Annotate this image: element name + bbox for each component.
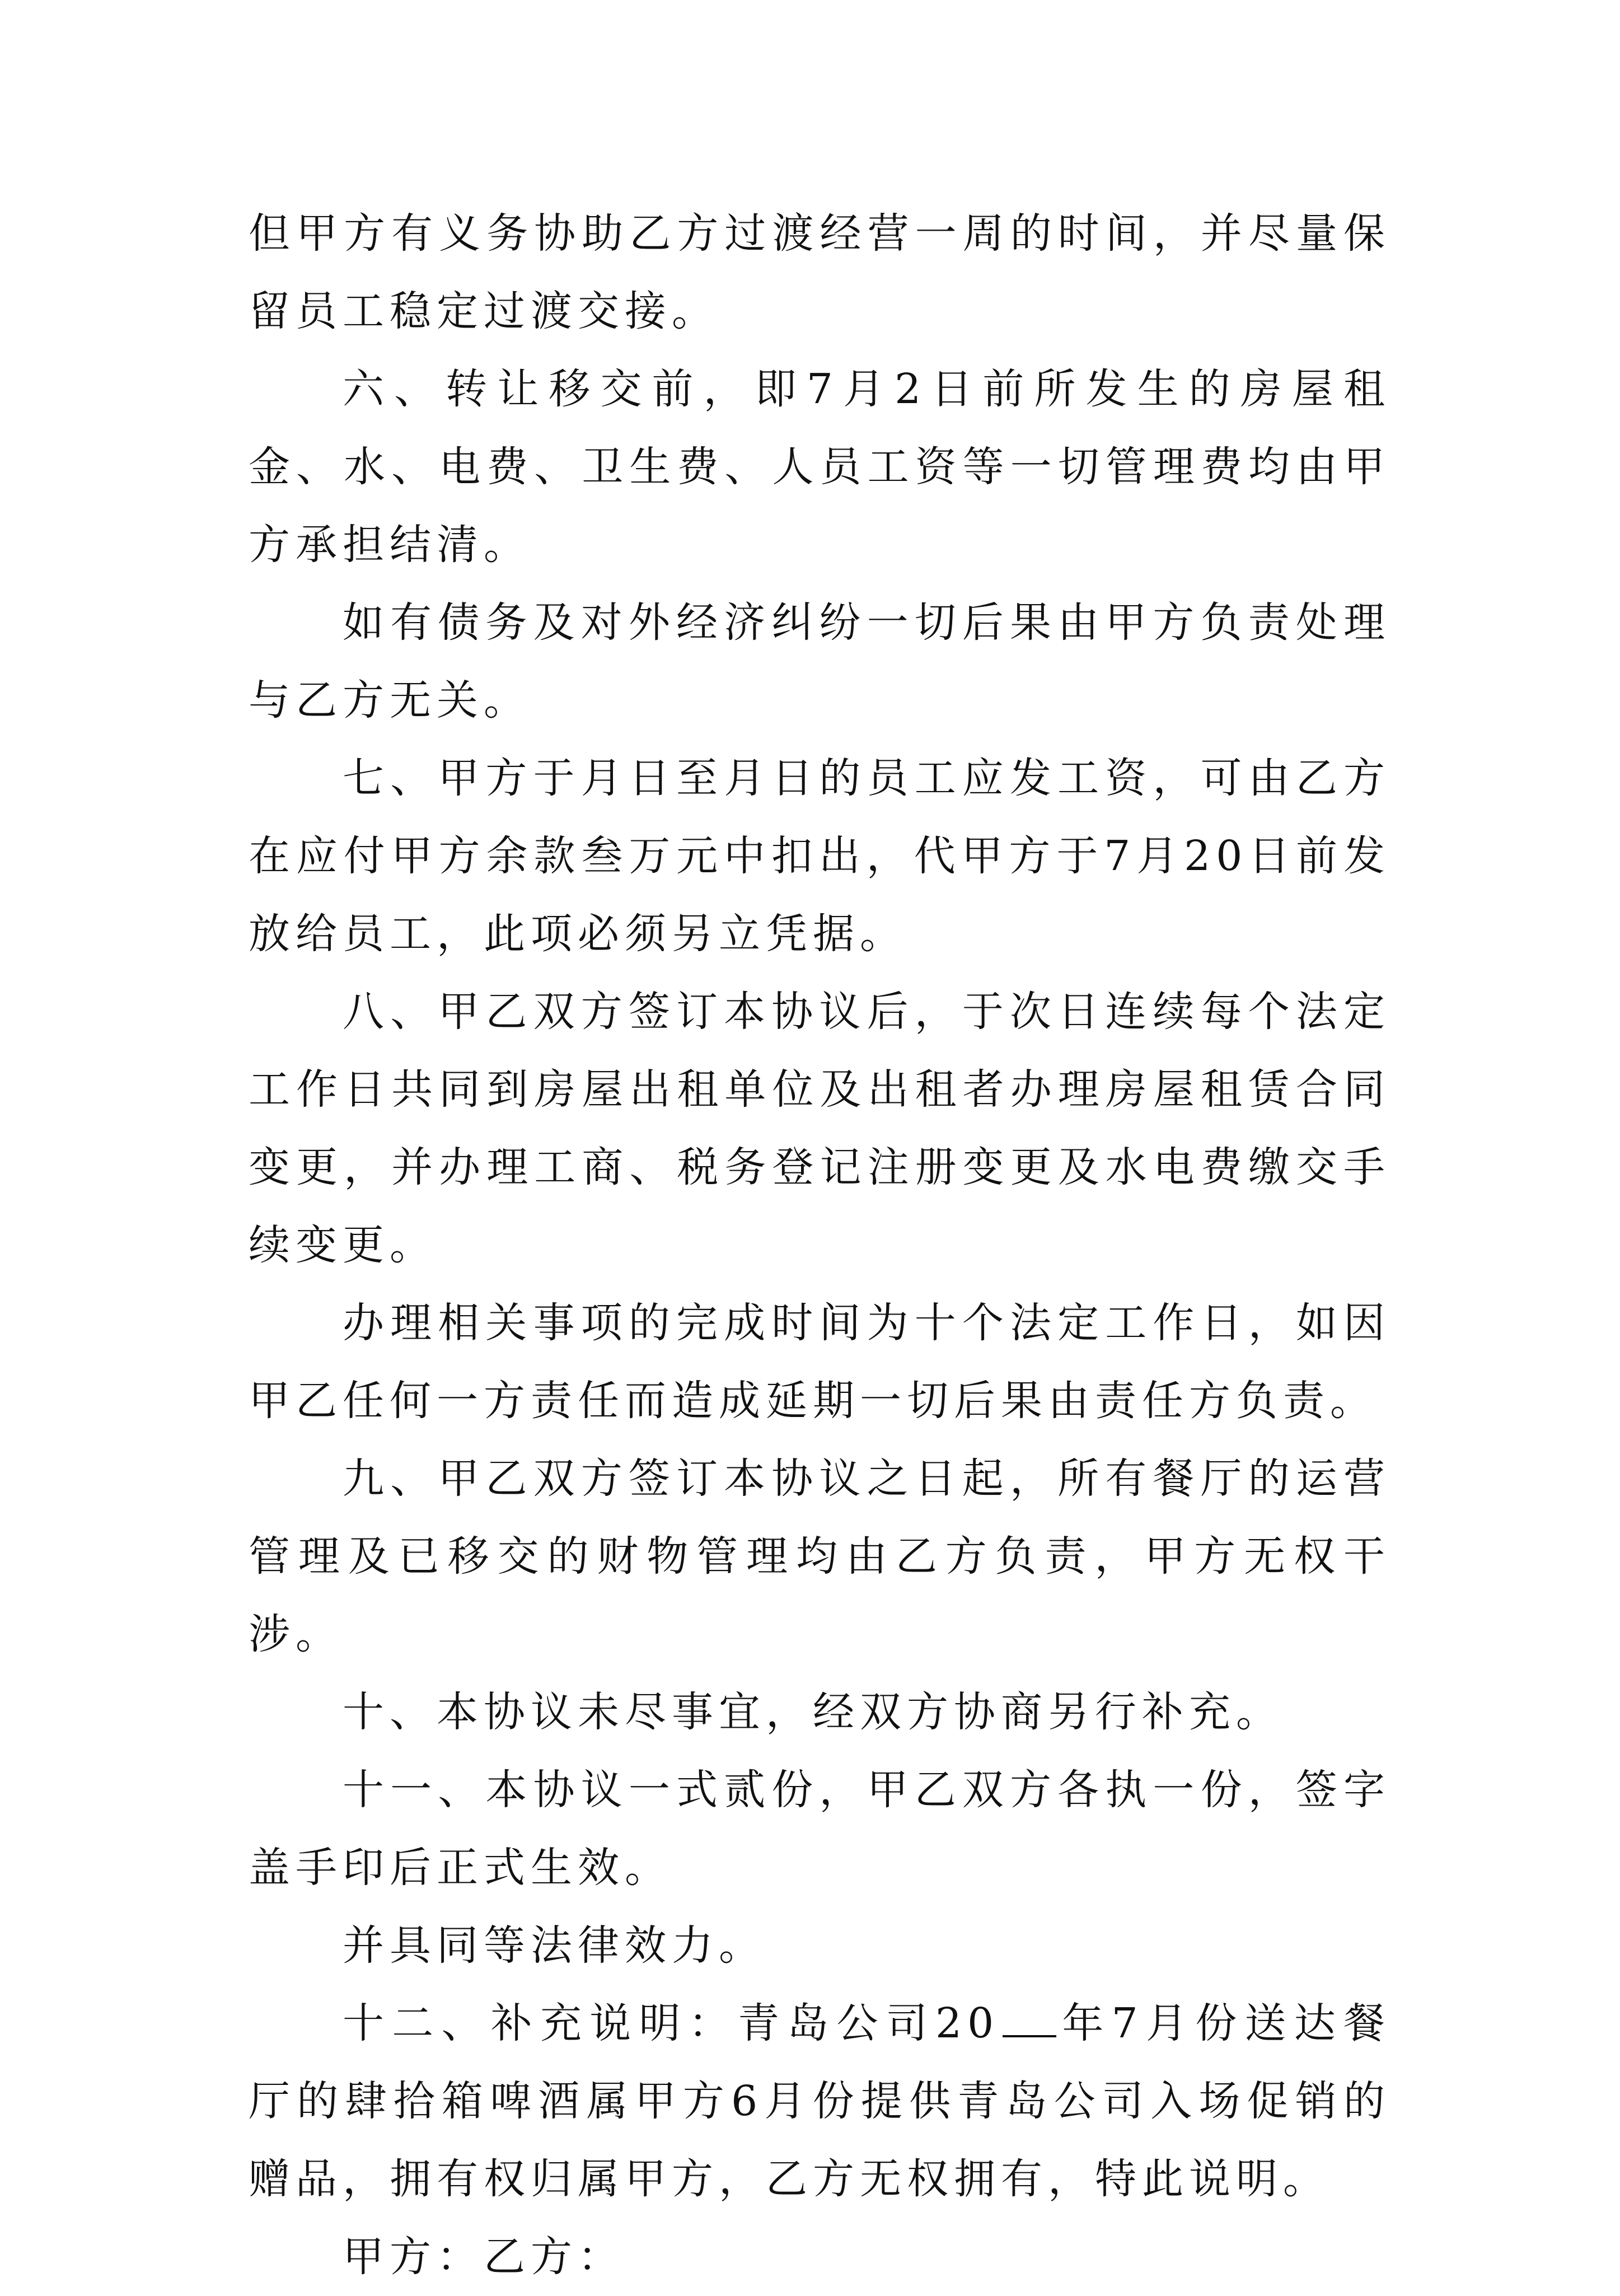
clause-twelve — [249, 1985, 1390, 2218]
clause-eleven: 十一、本协议一式贰份，甲乙双方各执一份，签字盖手印后正式生效。 — [249, 1766, 1390, 1892]
clause-six-debts: 如有债务及对外经济纠纷一切后果由甲方负责处理与乙方无关。 — [249, 598, 1390, 724]
clause-seven: 七、甲方于月日至月日的员工应发工资，可由乙方在应付甲方余款叁万元中扣出，代甲方于7月20日前发放给员工，此项必须另立凭据。 — [249, 754, 1390, 958]
clause-twelve-rest: 年7月份送达餐厅的肆拾箱啤酒属甲方6月份提供青岛公司入场促销的赠品，拥有权归属甲方，乙方无权拥有，特此说明。 — [249, 1999, 1390, 2203]
clause-eight-timeline: 办理相关事项的完成时间为十个法定工作日，如因甲乙任何一方责任而造成延期一切后果由责任方负责。 — [249, 1299, 1390, 1425]
clause-twelve-start: 十二、补充说明：青岛公司20 — [343, 1999, 1000, 2047]
clause-eight: 八、甲乙双方签订本协议后，于次日连续每个法定工作日共同到房屋出租单位及出租者办理房屋租赁合同变更，并办理工商、税务登记注册变更及水电费缴交手续变更。 — [249, 988, 1390, 1269]
clause-ten: 十、本协议未尽事宜，经双方协商另行补充。 — [343, 1688, 1283, 1736]
paragraph-continued: 但甲方有义务协助乙方过渡经营一周的时间，并尽量保留员工稳定过渡交接。 — [249, 209, 1390, 335]
clause-nine: 九、甲乙双方签订本协议之日起，所有餐厅的运营管理及已移交的财物管理均由乙方负责，甲方无权干涉。 — [249, 1455, 1390, 1658]
year-blank — [1003, 1996, 1056, 2037]
clause-eleven-effect: 并具同等法律效力。 — [343, 1921, 766, 1970]
clause-six: 六、转让移交前，即7月2日前所发生的房屋租金、水、电费、卫生费、人员工资等一切管理费均由甲方承担结清。 — [249, 365, 1390, 569]
signature-line: 甲方：乙方： — [343, 2233, 625, 2281]
document-body — [249, 195, 1390, 2296]
